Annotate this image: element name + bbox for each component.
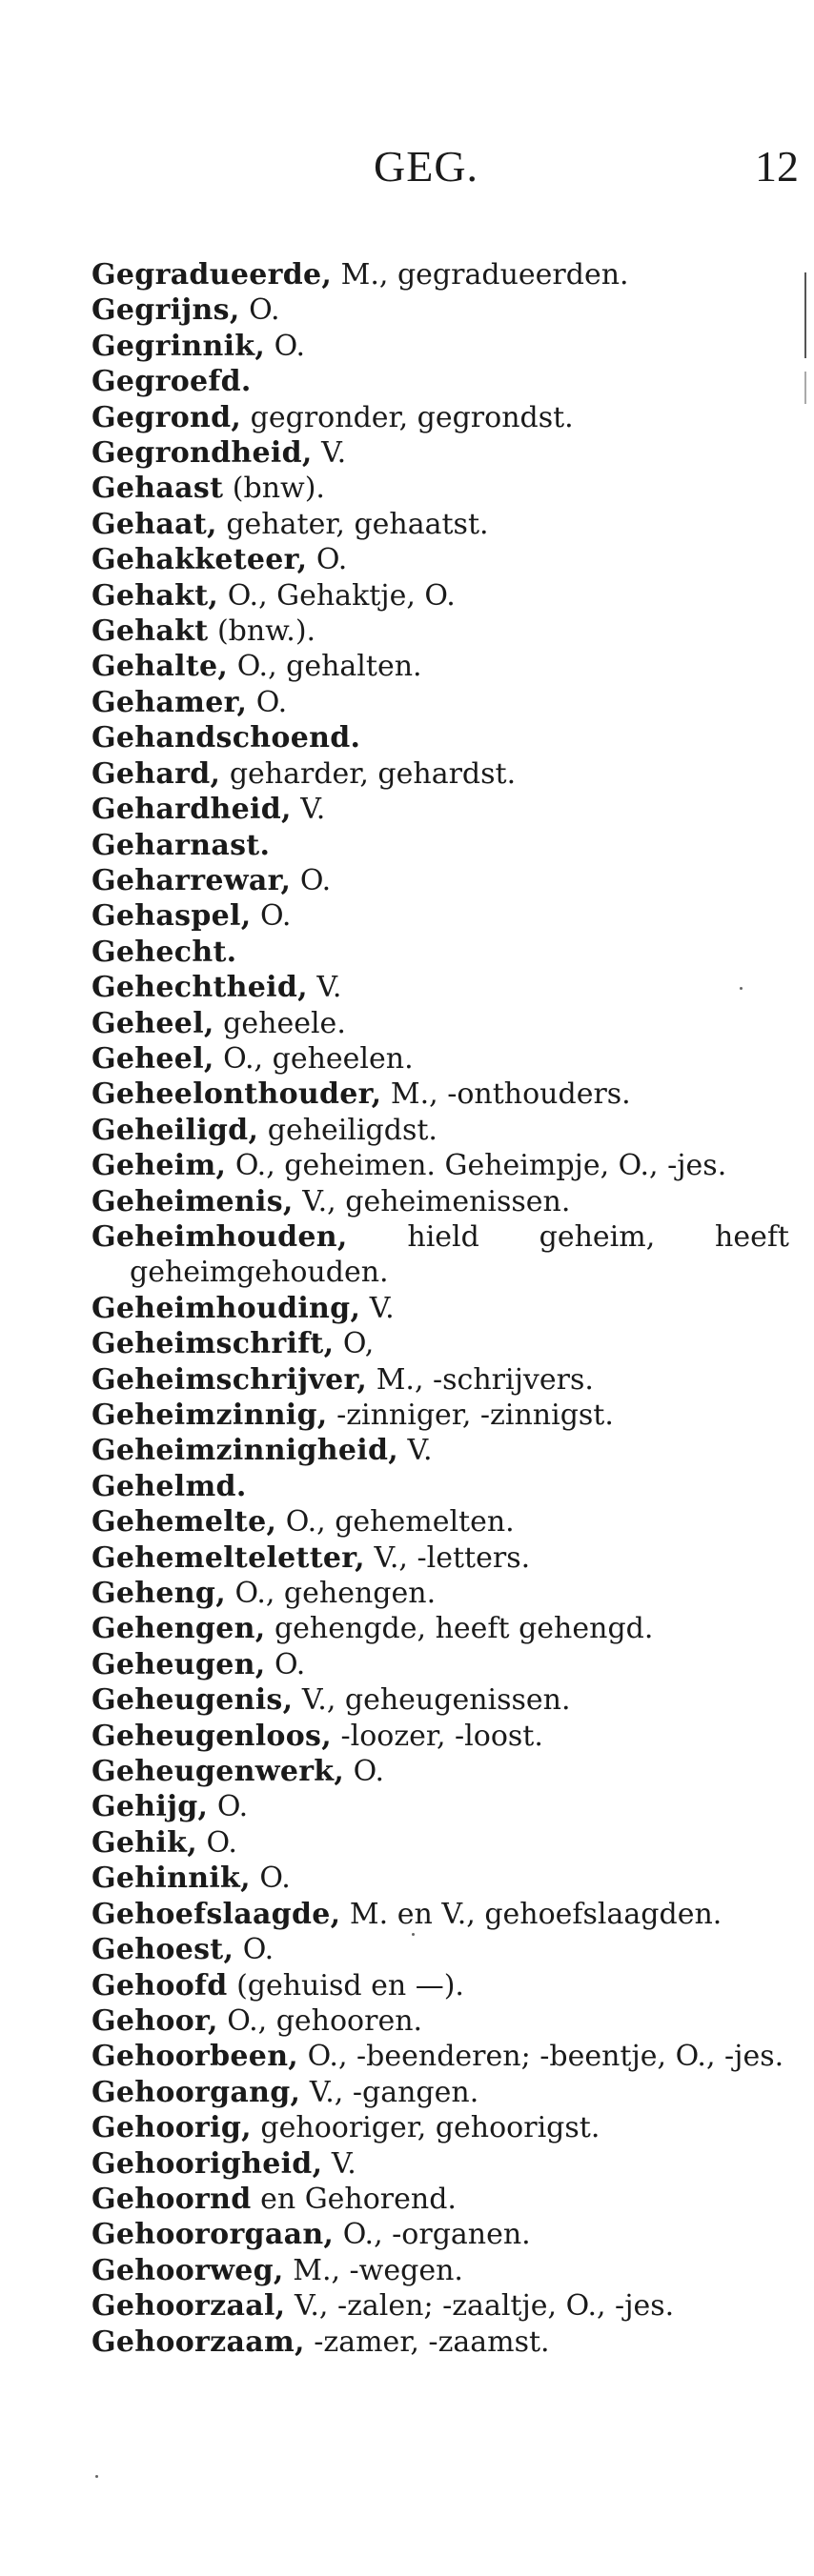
entry-definition: O. [265,1647,306,1681]
entry-headword: Gehoorig, [92,2111,252,2145]
entry-definition: O., gehooren. [217,2003,423,2038]
entry-definition: V., geheugenissen. [293,1683,571,1718]
dictionary-entry [92,2003,789,2039]
entry-headword: Gehecht. [92,935,237,969]
entry-headword: Gehoorigheid, [92,2146,323,2181]
entry-definition: O. [250,1862,291,1896]
entry-headword: Geheimenis, [92,1184,294,1218]
entry-headword: Geheel, [92,1041,214,1076]
entry-definition: (bnw.). [208,614,316,649]
dictionary-entry [92,1576,789,1611]
entry-headword: Gehijg, [92,1790,209,1824]
entry-definition: O., gehengen. [225,1577,437,1611]
dictionary-entry [92,1006,789,1041]
entry-definition: en Gehorend. [251,2182,457,2216]
entry-headword: Geheimhouding, [92,1291,361,1325]
entry-headword: Geheugenloos, [92,1719,332,1753]
entry-definition: geheele. [214,1006,346,1040]
entry-headword: Gehelmd. [92,1469,247,1503]
dictionary-entry [92,2324,789,2360]
dictionary-entry [92,2075,789,2110]
entry-headword: Gehaat, [92,507,217,541]
entry-definition: -zamer, -zaamst. [304,2324,550,2359]
entry-definition: O. [251,899,292,934]
entry-headword: Gehoest, [92,1933,234,1967]
dictionary-entry [92,720,789,755]
entry-definition: O. [196,1825,237,1860]
dictionary-entry [92,2217,789,2252]
dictionary-entry [92,1968,789,2003]
entry-headword: Gegrondheid, [92,436,313,471]
entry-headword: Gehechtheid, [92,971,308,1005]
dictionary-entry [92,2039,789,2074]
dictionary-entry [92,329,789,364]
entry-definition: O., Gehaktje, O. [218,578,456,613]
page-number: 12 [755,142,799,191]
entry-definition: M. en V., gehoefslaagden. [340,1897,722,1931]
entry-definition: O. [307,543,348,577]
entry-headword: Geheimzinnigheid, [92,1434,398,1468]
dictionary-entry [92,898,789,934]
dictionary-entry [92,1504,789,1540]
print-speck [412,1933,415,1936]
entry-headword: Geheelonthouder, [92,1077,382,1112]
page-edge-rule [804,272,806,358]
page-edge-rule [804,372,806,404]
dictionary-entry [92,1398,789,1433]
entry-definition: O., gehalten. [228,650,422,684]
entry-headword: Gehandschoend. [92,721,361,755]
dictionary-entry [92,1754,789,1789]
entry-headword: Gegradueerde, [92,258,333,292]
dictionary-entry [92,935,789,970]
dictionary-entry [92,970,789,1005]
dictionary-entry [92,1219,789,1291]
dictionary-entry [92,2146,789,2182]
entry-definition: V., -gangen. [300,2075,479,2109]
entry-headword: Gegrijns, [92,293,240,328]
entry-headword: Gegrond, [92,400,242,434]
entry-headword: Gegroefd. [92,365,252,399]
dictionary-entry [92,614,789,649]
page-header [0,141,814,198]
entry-headword: Gehoofd [92,1968,228,2002]
entry-headword: Gehoororgaan, [92,2218,335,2252]
entry-definition: geheiligdst. [258,1113,438,1147]
dictionary-entry [92,685,789,720]
entry-headword: Gehoorgang, [92,2075,301,2109]
entry-definition: V. [312,436,347,471]
dictionary-entry [92,292,789,328]
entry-definition: V. [307,971,342,1005]
entry-headword: Gehemelteletter, [92,1540,365,1575]
entry-headword: Gehik, [92,1825,197,1860]
dictionary-entry [92,649,789,684]
entry-headword: Geharrewar, [92,863,292,897]
entry-headword: Gehard, [92,756,221,791]
entry-definition: (gehuisd en —). [227,1968,464,2002]
entry-headword: Gehakketeer, [92,543,308,577]
entry-definition: gehater, gehaatst. [216,507,489,541]
entry-headword: Gehakt, [92,578,219,613]
entry-definition: O., -organen. [334,2218,531,2252]
entry-definition: O. [291,863,332,897]
dictionary-entries [92,257,789,2360]
entry-definition: -zinniger, -zinnigst. [327,1399,614,1432]
dictionary-entry [92,792,789,827]
entry-headword: Geheugen, [92,1647,266,1681]
dictionary-entry [92,1113,789,1148]
dictionary-entry [92,435,789,471]
dictionary-entry [92,364,789,399]
entry-definition: -loozer, -loost. [331,1719,543,1753]
dictionary-entry [92,257,789,292]
entry-definition: geharder, gehardst. [220,756,517,791]
entry-headword: Geheiligd, [92,1113,259,1147]
dictionary-entry [92,1184,789,1219]
entry-headword: Geheugenwerk, [92,1755,345,1789]
entry-headword: Geheimschrift, [92,1327,335,1361]
dictionary-entry [92,400,789,435]
entry-headword: Geheim, [92,1149,227,1183]
entry-definition: O. [234,1933,275,1967]
entry-headword: Gehengen, [92,1612,266,1646]
dictionary-entry [92,1932,789,1967]
entry-headword: Gehardheid, [92,793,292,827]
dictionary-entry [92,1469,789,1504]
entry-headword: Gehoefslaagde, [92,1897,341,1931]
dictionary-entry [92,2110,789,2145]
entry-headword: Gehoorbeen, [92,2040,299,2074]
entry-headword: Gehaspel, [92,899,252,934]
entry-headword: Geheng, [92,1577,226,1611]
entry-headword: Gehalte, [92,650,229,684]
entry-definition: O. [265,329,306,363]
dictionary-entry [92,1647,789,1682]
running-head: GEG. [374,142,479,191]
entry-definition: hield geheim, heeft geheimgehouden. [130,1219,789,1290]
dictionary-entry [92,2253,789,2288]
dictionary-entry [92,1897,789,1932]
entry-definition: O. [344,1755,385,1789]
dictionary-entry [92,2182,789,2217]
entry-definition: O. [247,685,288,719]
dictionary-entry [92,1611,789,1646]
dictionary-entry [92,542,789,577]
entry-headword: Gehoornd [92,2182,252,2216]
dictionary-entry [92,507,789,542]
entry-definition: (bnw). [223,472,325,506]
dictionary-entry [92,2288,789,2324]
print-speck [95,2475,98,2478]
dictionary-entry [92,1326,789,1361]
entry-headword: Gehoorweg, [92,2253,284,2287]
entry-definition: gegronder, gegrondst. [241,400,574,434]
entry-definition: M., -wegen. [283,2253,463,2287]
dictionary-entry [92,1077,789,1112]
entry-headword: Geheimzinnig, [92,1399,328,1432]
entry-definition: V. [360,1291,395,1325]
dictionary-entry [92,1861,789,1896]
entry-headword: Geheugenis, [92,1683,294,1718]
entry-definition: V., -letters. [364,1540,531,1575]
entry-headword: Gehinnik, [92,1862,251,1896]
dictionary-entry [92,1789,789,1824]
dictionary-entry [92,756,789,792]
entry-definition: M., -onthouders. [381,1077,631,1112]
entry-headword: Gehoorzaam, [92,2324,305,2359]
dictionary-entry [92,828,789,863]
entry-headword: Gehakt [92,614,209,649]
dictionary-entry [92,1362,789,1398]
dictionary-entry [92,471,789,506]
entry-definition: O., gehemelten. [276,1505,515,1540]
entry-definition: M., -schrijvers. [367,1362,594,1397]
entry-definition: V. [291,793,326,827]
entry-headword: Geheel, [92,1006,214,1040]
entry-headword: Gehemelte, [92,1505,277,1540]
entry-headword: Gehoorzaal, [92,2289,286,2324]
entry-definition: O., geheimen. Geheimpje, O., -jes. [226,1149,727,1183]
dictionary-entry [92,1825,789,1861]
entry-definition: gehengde, heeft gehengd. [265,1612,654,1646]
dictionary-entry [92,1291,789,1326]
print-speck [740,987,743,990]
entry-definition: V., -zalen; -zaaltje, O., -jes. [285,2289,675,2324]
entry-definition: gehooriger, gehoorigst. [251,2111,600,2145]
entry-definition: O., geheelen. [214,1041,414,1076]
entry-headword: Gehaast [92,472,224,506]
entry-headword: Geheimschrijver, [92,1362,368,1397]
dictionary-entry [92,578,789,614]
entry-definition: V. [398,1434,433,1468]
entry-headword: Geharnast. [92,828,271,862]
entry-headword: Geheimhouden, [92,1219,348,1254]
dictionary-entry [92,863,789,898]
entry-definition: O. [208,1790,249,1824]
entry-definition: M., gegradueerden. [332,258,629,292]
entry-definition: O., -beenderen; -beentje, O., -jes. [298,2040,784,2074]
dictionary-entry [92,1719,789,1754]
entry-definition: O. [239,293,280,328]
entry-definition: V. [322,2146,356,2181]
dictionary-entry [92,1540,789,1576]
entry-definition: O, [334,1327,375,1361]
entry-definition: V., geheimenissen. [293,1184,571,1218]
entry-headword: Gehamer, [92,685,248,719]
entry-headword: Gegrinnik, [92,329,266,363]
dictionary-entry [92,1148,789,1183]
dictionary-entry [92,1682,789,1718]
dictionary-entry [92,1433,789,1468]
dictionary-entry [92,1041,789,1077]
entry-headword: Gehoor, [92,2003,218,2038]
